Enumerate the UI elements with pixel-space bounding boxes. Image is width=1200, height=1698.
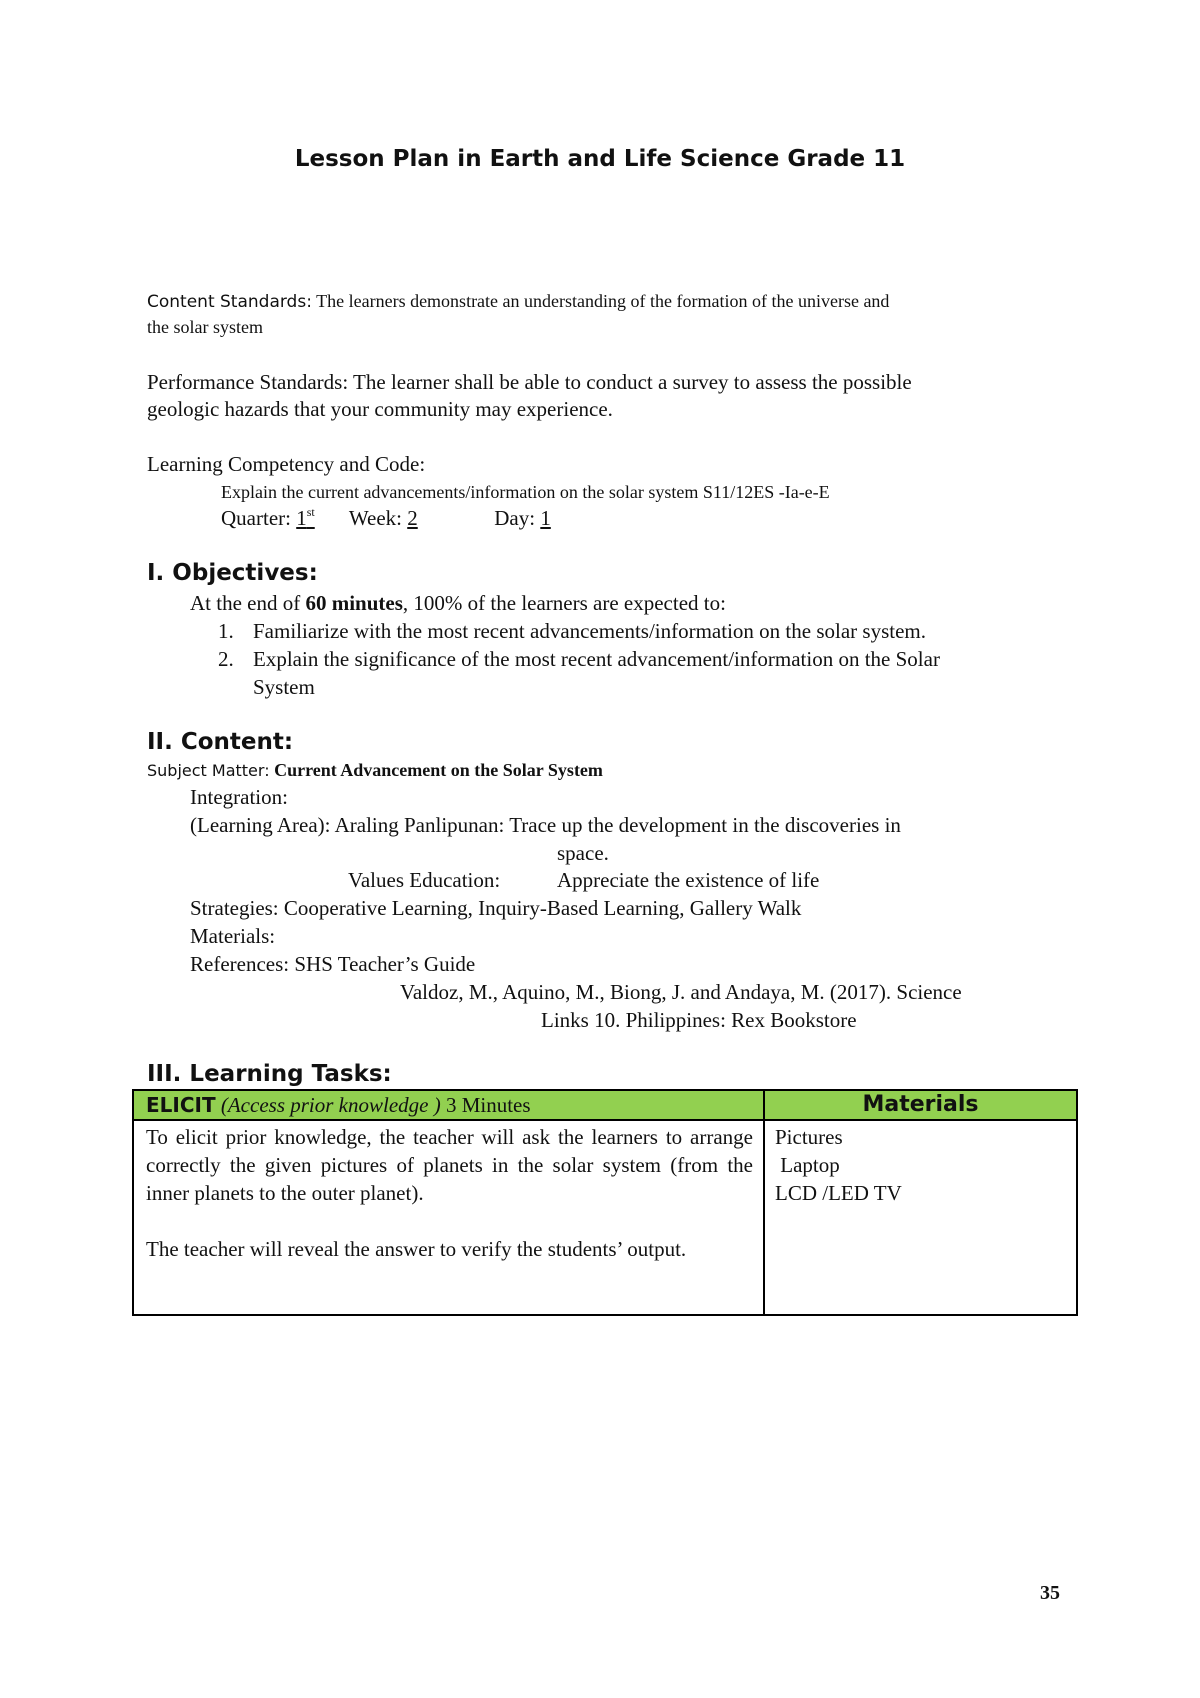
objective-item-2-line2: System: [253, 675, 315, 699]
table-header-row: [133, 1090, 1077, 1120]
values-education-text: Appreciate the existence of life: [557, 868, 820, 892]
objective-item-2-line1: Explain the significance of the most recent advancement/information on the Solar: [253, 647, 940, 671]
materials-header: Materials: [764, 1090, 1077, 1120]
quarter-label: Quarter:: [221, 506, 291, 530]
content-standards-text: The learners demonstrate an understanding of the formation of the universe and: [316, 291, 890, 311]
objective-item-2-number: 2.: [218, 647, 234, 671]
day-label: Day:: [494, 506, 536, 530]
subject-matter: Subject Matter: Current Advancement on the Solar System: [147, 760, 603, 780]
material-item: Laptop: [775, 1153, 840, 1177]
objectives-intro: At the end of 60 minutes, 100% of the learners are expected to:: [190, 591, 726, 615]
strategies: Strategies: Cooperative Learning, Inquiry-Based Learning, Gallery Walk: [190, 896, 802, 920]
week-value: 2: [407, 506, 418, 530]
araling-line2: space.: [557, 841, 609, 865]
page-number: 35: [1040, 1582, 1060, 1604]
materials-cell: [764, 1120, 1077, 1315]
learning-tasks-table: [132, 1089, 1078, 1316]
table-row: [133, 1120, 1077, 1315]
values-education-label: Values Education:: [348, 868, 501, 892]
week-label: Week:: [348, 506, 402, 530]
elicit-paragraph-1: To elicit prior knowledge, the teacher will ask the learners to arrange correctly the given pictures of planets in the solar system (from the inner planets to the outer planet).: [146, 1125, 753, 1205]
learning-competency-label: Learning Competency and Code:: [147, 452, 426, 476]
content-standards-label: Content Standards:: [147, 292, 312, 312]
schedule-line: [221, 505, 551, 532]
objective-item-1: Familiarize with the most recent advancements/information on the solar system.: [253, 619, 926, 643]
integration-label: Integration:: [190, 785, 288, 809]
learning-tasks-heading: III. Learning Tasks:: [147, 1061, 392, 1087]
araling-line1: (Learning Area): Araling Panlipunan: Trace up the development in the discoveries in: [190, 813, 901, 837]
material-item: LCD /LED TV: [775, 1181, 902, 1205]
content-standards-line2: the solar system: [147, 317, 263, 337]
performance-standards-line2: geologic hazards that your community may experience.: [147, 397, 613, 421]
quarter-value: 1st: [296, 505, 315, 530]
elicit-header: ELICIT (Access prior knowledge ) 3 Minutes: [133, 1090, 764, 1120]
content-heading: II. Content:: [147, 729, 294, 755]
day-value: 1: [540, 506, 551, 530]
objectives-heading: I. Objectives:: [147, 560, 318, 586]
page-title: Lesson Plan in Earth and Life Science Grade 11: [294, 146, 906, 172]
elicit-paragraph-2: The teacher will reveal the answer to verify the students’ output.: [146, 1237, 687, 1261]
learning-competency-text: Explain the current advancements/information on the solar system S11/12ES -Ia-e-E: [221, 482, 830, 502]
references: References: SHS Teacher’s Guide: [190, 952, 476, 976]
material-item: Pictures: [775, 1125, 843, 1149]
content-standards-line1: [147, 289, 889, 315]
objective-item-1-number: 1.: [218, 619, 234, 643]
materials-label: Materials:: [190, 924, 276, 948]
reference-line1: Valdoz, M., Aquino, M., Biong, J. and Andaya, M. (2017). Science: [400, 980, 962, 1004]
performance-standards-line1: Performance Standards: The learner shall be able to conduct a survey to assess the possible: [147, 370, 912, 394]
elicit-activity-cell: [133, 1120, 764, 1315]
reference-line2: Links 10. Philippines: Rex Bookstore: [541, 1008, 857, 1032]
